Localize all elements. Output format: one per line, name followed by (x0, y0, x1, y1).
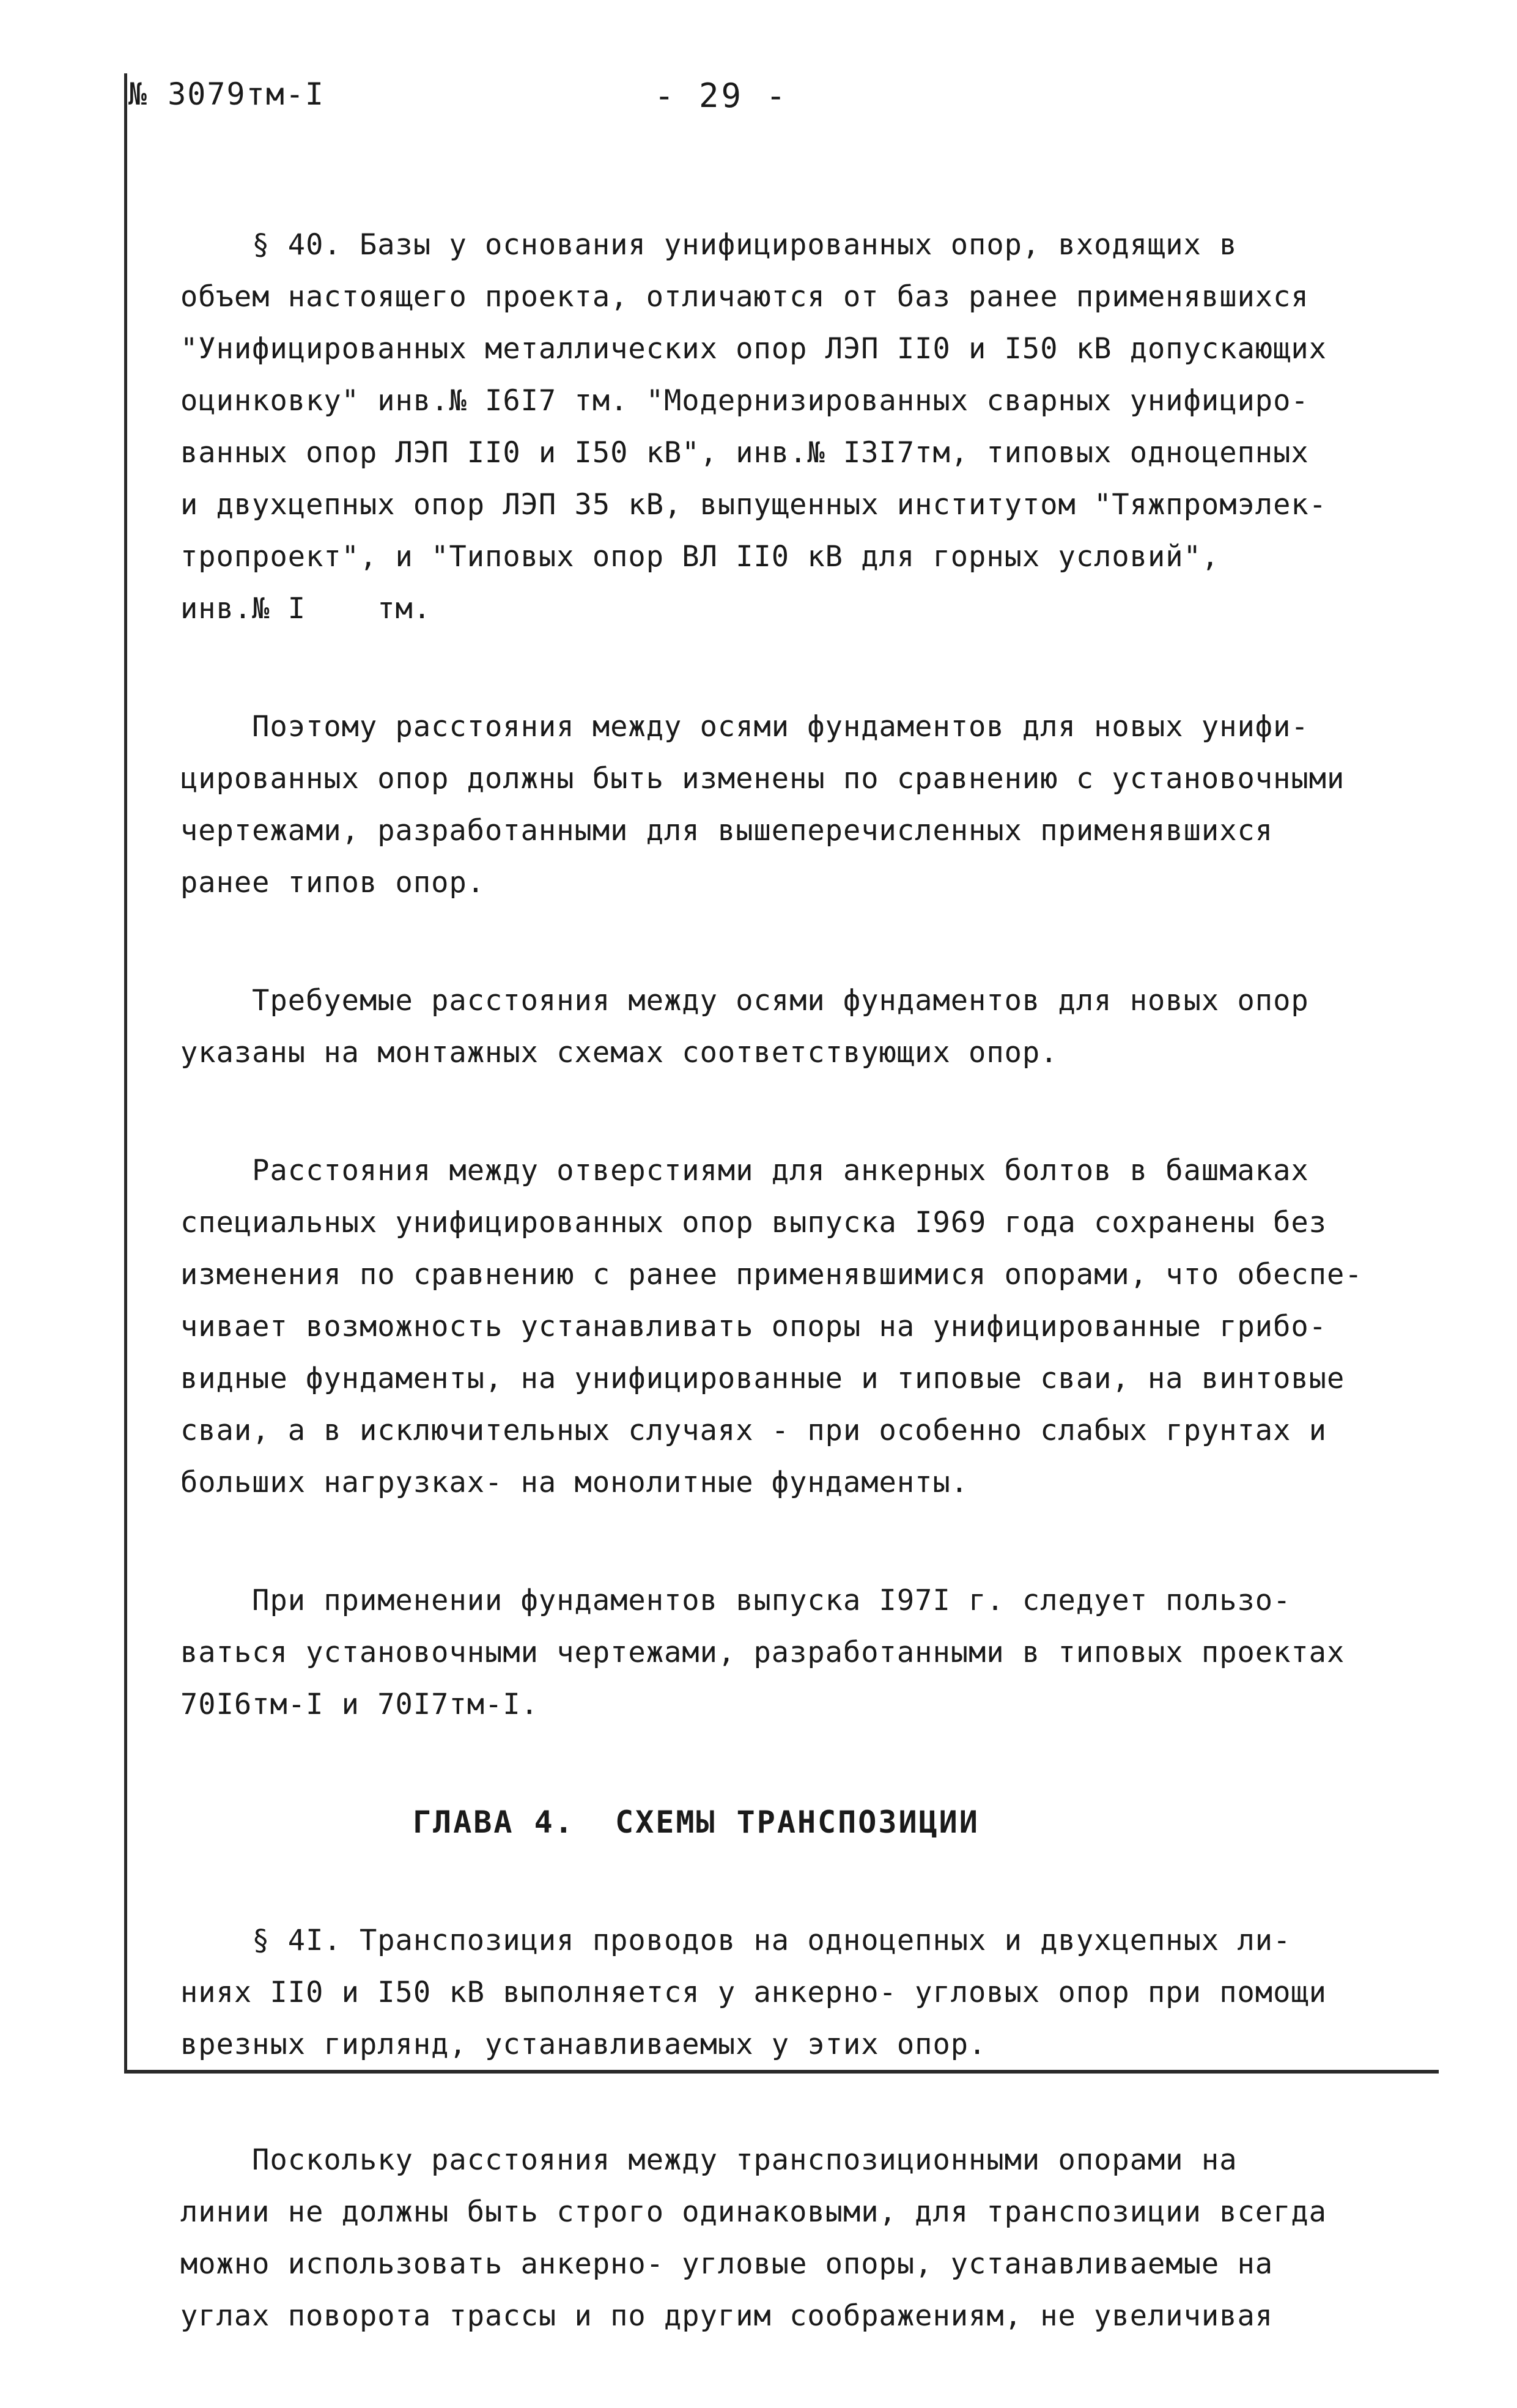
body-text (180, 219, 1415, 2408)
left-margin-rule (124, 73, 127, 2073)
page-number: - 29 - (654, 76, 789, 115)
text-line: чивает возможность устанавливать опоры на унифицированные грибо- (180, 1310, 1327, 1343)
text-line: тропроект", и "Типовых опор ВЛ II0 кВ для горных условий", (180, 540, 1220, 574)
text-line: углах поворота трассы и по другим соображениям, не увеличивая (180, 2299, 1274, 2333)
text-line: изменения по сравнению с ранее применявшимися опорами, что обеспе- (180, 1258, 1363, 1291)
paragraph-1971-foundations (180, 1575, 1415, 1730)
text-line: Поскольку расстояния между транспозиционными опорами на (180, 2143, 1238, 2177)
text-line: объем настоящего проекта, отличаются от баз ранее применявшихся (180, 280, 1309, 314)
text-line: § 4I. Транспозиция проводов на одноцепных и двухцепных ли- (180, 1924, 1291, 1957)
text-line: инв.№ I тм. (180, 592, 432, 626)
paragraph-anchor-bolts (180, 1145, 1415, 1509)
text-line: чертежами, разработанными для вышеперечисленных применявшихся (180, 814, 1274, 848)
text-line: ваться установочными чертежами, разработанными в типовых проектах (180, 1636, 1345, 1669)
text-line: специальных унифицированных опор выпуска I969 года сохранены без (180, 1206, 1327, 1239)
text-line: Поэтому расстояния между осями фундаментов для новых унифи- (180, 710, 1309, 744)
chapter-heading: ГЛАВА 4. СХЕМЫ ТРАНСПОЗИЦИИ (413, 1804, 980, 1840)
paragraph-40 (180, 219, 1415, 635)
paragraph-transposition-supports (180, 2134, 1415, 2342)
text-line: Расстояния между отверстиями для анкерных болтов в башмаках (180, 1154, 1309, 1187)
paragraph-41 (180, 1915, 1415, 2070)
text-line: больших нагрузках- на монолитные фундаменты. (180, 1466, 969, 1499)
text-line: и двухцепных опор ЛЭП 35 кВ, выпущенных институтом "Тяжпромэлек- (180, 488, 1327, 522)
text-line: Требуемые расстояния между осями фундаментов для новых опор (180, 984, 1309, 1017)
text-line: ранее типов опор. (180, 866, 485, 899)
text-line: врезных гирлянд, устанавливаемых у этих опор. (180, 2028, 987, 2061)
text-line: § 40. Базы у основания унифицированных опор, входящих в (180, 228, 1238, 262)
text-line: ниях II0 и I50 кВ выполняется у анкерно- угловых опор при помощи (180, 1976, 1327, 2009)
text-line: указаны на монтажных схемах соответствующих опор. (180, 1036, 1058, 1069)
text-line: "Унифицированных металлических опор ЛЭП II0 и I50 кВ допускающих (180, 332, 1327, 366)
text-line: сваи, а в исключительных случаях - при особенно слабых грунтах и (180, 1414, 1327, 1447)
text-line: можно использовать анкерно- угловые опоры, устанавливаемые на (180, 2247, 1274, 2281)
paragraph-required-distances (180, 975, 1415, 1079)
text-line: линии не должны быть строго одинаковыми, для транспозиции всегда (180, 2195, 1327, 2229)
text-line: ванных опор ЛЭП II0 и I50 кВ", инв.№ I3I7тм, типовых одноцепных (180, 436, 1309, 470)
text-line: цированных опор должны быть изменены по сравнению с установочными (180, 762, 1345, 796)
text-line: При применении фундаментов выпуска I97I г. следует пользо- (180, 1584, 1291, 1617)
paragraph-distances (180, 701, 1415, 909)
text-line: видные фундаменты, на унифицированные и типовые сваи, на винтовые (180, 1362, 1345, 1395)
text-line: 70I6тм-I и 70I7тм-I. (180, 1688, 539, 1721)
document-id: № 3079тм-I (128, 76, 325, 112)
text-line: оцинковку" инв.№ I6I7 тм. "Модернизированных сварных унифициро- (180, 384, 1309, 418)
